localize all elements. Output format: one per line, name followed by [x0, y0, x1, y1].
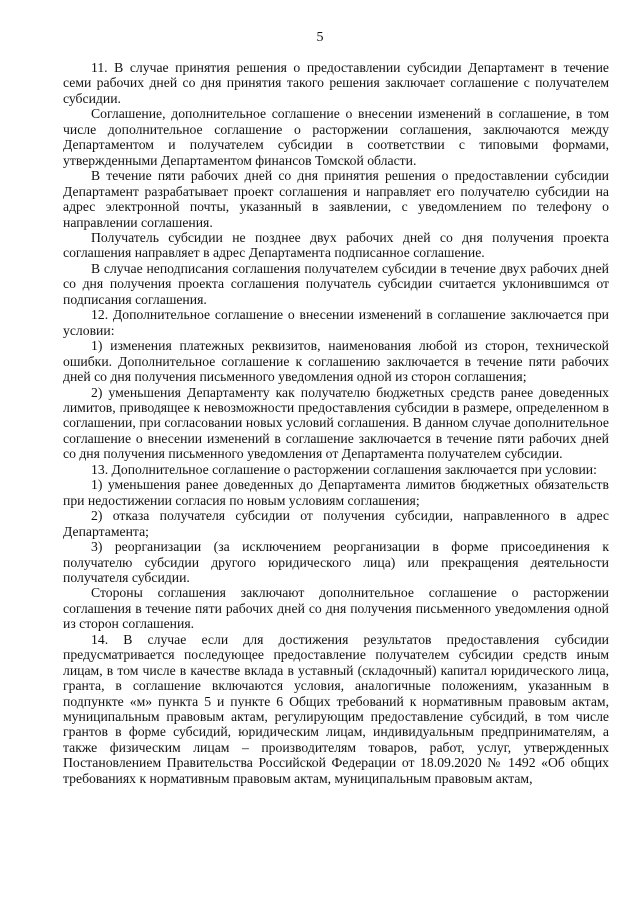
- paragraph-draft-agreement: В течение пяти рабочих дней со дня принятия решения о предоставлении субсидии Департамент разрабатывает проект соглашения и направляет его получателю субсидии на адрес электронной почты, указанный в заявлении, с уведомлением по телефону о направлении соглашения.: [63, 168, 609, 230]
- document-body: [63, 60, 609, 786]
- paragraph-non-signing: В случае неподписания соглашения получателем субсидии в течение двух рабочих дней со дня получения проекта соглашения получатель субсидии считается уклонившимся от подписания соглашения.: [63, 260, 609, 307]
- page-number: 5: [316, 30, 324, 45]
- paragraph-13-item-1: 1) уменьшения ранее доведенных до Департамента лимитов бюджетных обязательств при недостижении согласия по новым условиям соглашения;: [63, 477, 609, 508]
- paragraph-13-item-2: 2) отказа получателя субсидии от получения субсидии, направленного в адрес Департамента;: [63, 508, 609, 539]
- paragraph-13-item-3: 3) реорганизации (за исключением реорганизации в форме присоединения к получателю субсидии другого юридического лица) или прекращения деятельности получателя субсидии.: [63, 539, 609, 585]
- paragraph-13: 13. Дополнительное соглашение о расторжении соглашения заключается при условии:: [91, 461, 597, 477]
- paragraph-12-item-2: 2) уменьшения Департаменту как получателю бюджетных средств ранее доведенных лимитов, приводящее к невозможности предоставления субсидии в размере, определенном в соглашении, при согласовании новых условий соглашения. В данном случае дополнительное соглашение о внесении изменений в соглашение заключается в течение пяти рабочих дней со дня получения письменного уведомления от Департамента получателем субсидии.: [63, 384, 609, 462]
- paragraph-termination: Стороны соглашения заключают дополнительное соглашение о расторжении соглашения в течение пяти рабочих дней со дня получения письменного уведомления одной из сторон соглашения.: [63, 585, 609, 632]
- paragraph-signed-agreement: Получатель субсидии не позднее двух рабочих дней со дня получения проекта соглашения направляет в адрес Департамента подписанное соглашение.: [63, 229, 609, 261]
- paragraph-agreement-forms: Соглашение, дополнительное соглашение о внесении изменений в соглашение, в том числе дополнительное соглашение о расторжении соглашения, заключаются между Департаментом и получателем субсидии в соответствии с типовыми формами, утвержденными Департаментом финансов Томской области.: [63, 106, 609, 168]
- paragraph-12: 12. Дополнительное соглашение о внесении изменений в соглашение заключается при условии:: [63, 307, 609, 338]
- paragraph-14: 14. В случае если для достижения результатов предоставления субсидии предусматривается последующее предоставление получателем субсидии средств иным лицам, в том числе в качестве вклада в уставный (складочный) капитал юридического лица, гранта, в соглашение включаются условия, аналогичные положениям, указанным в подпункте «м» пункта 5 и пункте 6 Общих требований к нормативным правовым актам, муниципальным правовым актам, регулирующим предоставление субсидий, в том числе грантов в форме субсидий, юридическим лицам, индивидуальным предпринимателям, а также физическим лицам – производителям товаров, работ, услуг, утвержденных Постановлением Правительства Российской Федерации от 18.09.2020 № 1492 «Об общих требованиях к нормативным правовым актам, муниципальным правовым актам,: [63, 631, 609, 786]
- paragraph-11: 11. В случае принятия решения о предоставлении субсидии Департамент в течение семи рабочих дней со дня принятия такого решения заключает соглашение с получателем субсидии.: [63, 60, 609, 106]
- paragraph-12-item-1: 1) изменения платежных реквизитов, наименования любой из сторон, технической ошибки. Дополнительное соглашение к соглашению заключается в течение пяти рабочих дней со дня получения письменного уведомления одной из сторон соглашения;: [63, 338, 609, 385]
